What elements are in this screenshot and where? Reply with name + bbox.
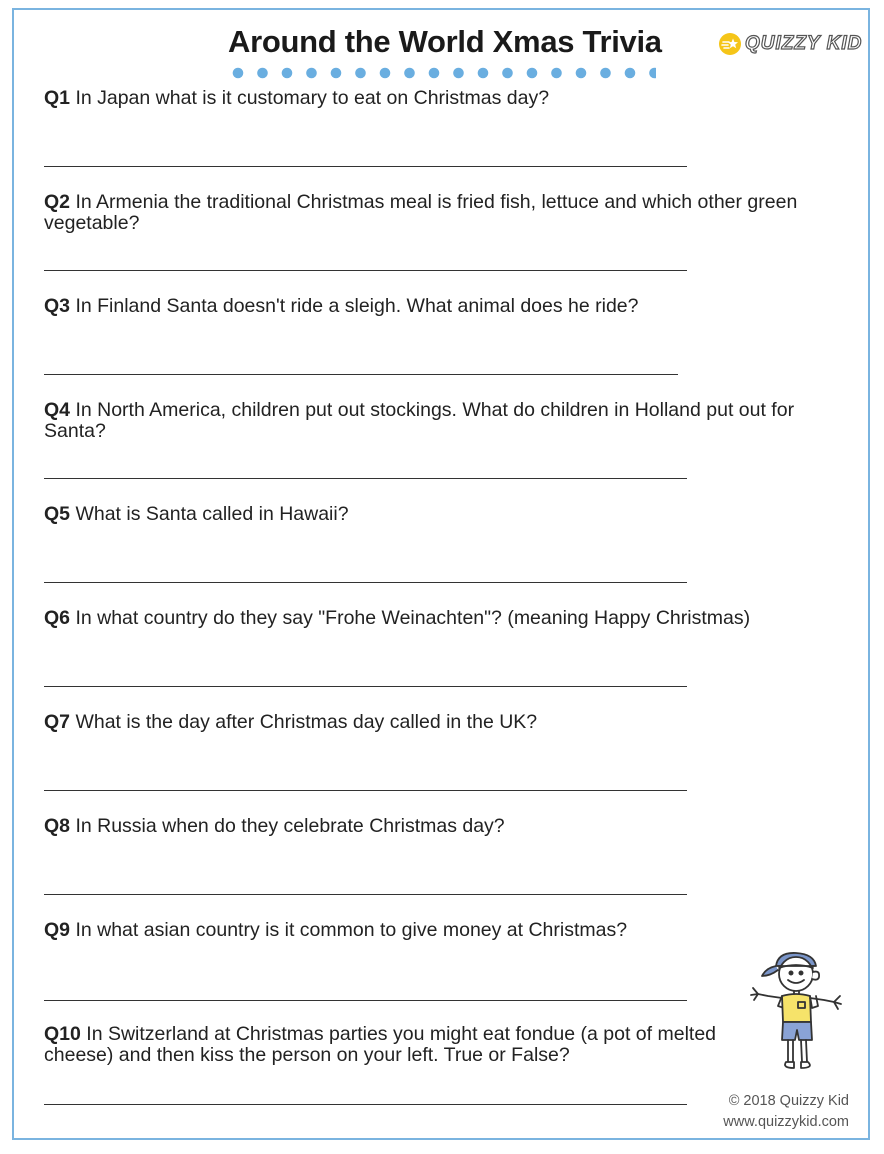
answer-line-4[interactable] [44, 478, 687, 479]
question-1 [44, 88, 844, 109]
question-text: In North America, children put out stockings. What do children in Holland put out for Santa? [44, 399, 795, 442]
question-number: Q4 [44, 399, 71, 421]
question-number: Q7 [44, 711, 71, 733]
question-number: Q10 [44, 1023, 81, 1045]
question-text: In Finland Santa doesn't ride a sleigh. What animal does he ride? [75, 295, 639, 317]
cartoon-kid-illustration [748, 948, 844, 1072]
question-3 [44, 296, 844, 317]
question-text: In what asian country is it common to give money at Christmas? [75, 919, 628, 941]
answer-line-3[interactable] [44, 374, 678, 375]
question-text: In Armenia the traditional Christmas meal is fried fish, lettuce and which other green vegetable? [44, 191, 798, 234]
question-8 [44, 816, 844, 837]
answer-line-5[interactable] [44, 582, 687, 583]
question-4 [44, 400, 844, 442]
page-border [12, 8, 870, 1140]
question-number: Q6 [44, 607, 71, 629]
question-text: In Switzerland at Christmas parties you might eat fondue (a pot of melted cheese) and then kiss the person on your left. True or False? [44, 1023, 717, 1066]
question-5 [44, 504, 844, 525]
question-text: In Japan what is it customary to eat on Christmas day? [75, 87, 550, 109]
answer-line-6[interactable] [44, 686, 687, 687]
question-10 [44, 1024, 724, 1066]
copyright-notice [723, 1091, 849, 1133]
question-number: Q1 [44, 87, 71, 109]
page-title: Around the World Xmas Trivia [228, 24, 662, 59]
answer-line-8[interactable] [44, 894, 687, 895]
question-text: In Russia when do they celebrate Christmas day? [75, 815, 505, 837]
question-number: Q2 [44, 191, 71, 213]
quizzy-kid-logo [718, 32, 862, 56]
answer-line-1[interactable] [44, 166, 687, 167]
answer-line-9[interactable] [44, 1000, 687, 1001]
copyright-text: © 2018 Quizzy Kid [728, 1093, 849, 1109]
question-text: In what country do they say "Frohe Weinachten"? (meaning Happy Christmas) [75, 607, 751, 629]
title-dotted-underline [232, 67, 656, 79]
question-number: Q3 [44, 295, 71, 317]
question-text: What is Santa called in Hawaii? [75, 503, 349, 525]
answer-line-2[interactable] [44, 270, 687, 271]
answer-line-7[interactable] [44, 790, 687, 791]
question-text: What is the day after Christmas day called in the UK? [75, 711, 538, 733]
question-number: Q9 [44, 919, 71, 941]
shooting-star-icon [718, 32, 742, 56]
question-9 [44, 920, 844, 941]
question-2 [44, 192, 844, 234]
question-number: Q5 [44, 503, 71, 525]
answer-line-10[interactable] [44, 1104, 687, 1105]
question-6 [44, 608, 844, 629]
question-7 [44, 712, 844, 733]
question-number: Q8 [44, 815, 71, 837]
logo-text: QUIZZY KID [745, 33, 863, 54]
website-link[interactable]: www.quizzykid.com [723, 1114, 849, 1130]
